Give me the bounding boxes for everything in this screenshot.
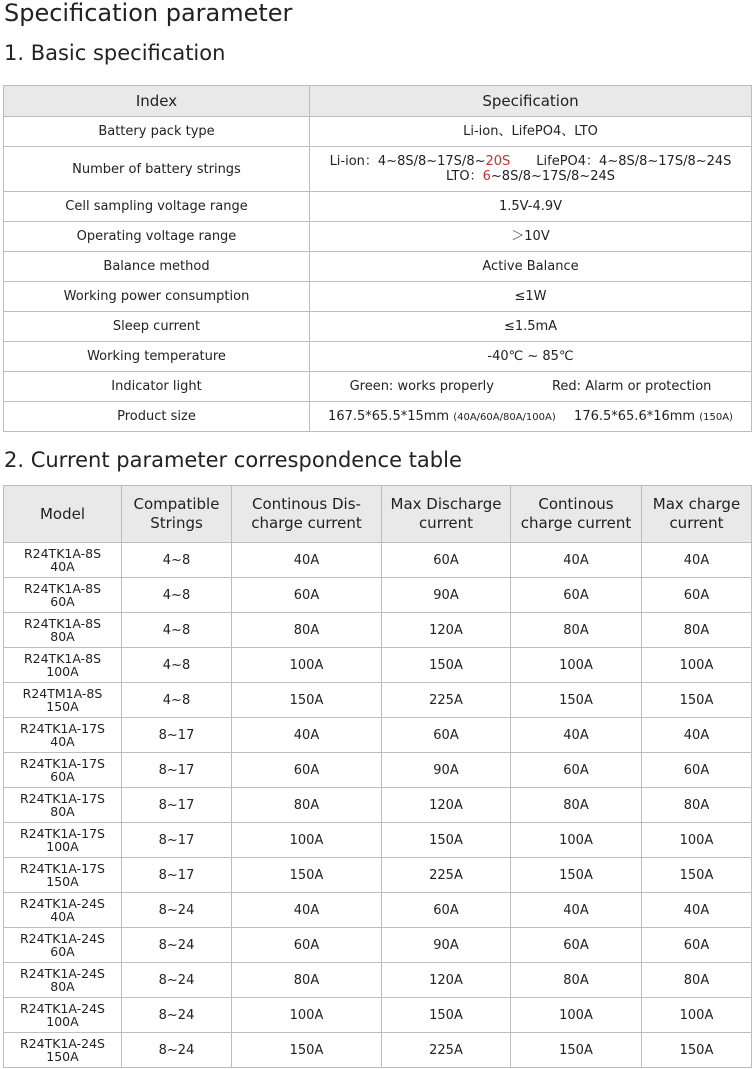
strings-cell: 8~17 [122,858,232,893]
strings-cell: 8~17 [122,788,232,823]
max-discharge-cell: 120A [382,613,511,648]
spec-value: Li-ion、LifePO4、LTO [310,117,752,147]
table-row [4,613,752,648]
model-rating: 100A [46,664,79,679]
spec-label: Indicator light [4,372,310,402]
continuous-discharge-cell: 40A [232,893,382,928]
max-discharge-cell: 90A [382,753,511,788]
model-name: R24TK1A-17S [19,791,105,806]
continuous-discharge-cell: 80A [232,613,382,648]
strings-cell: 8~24 [122,998,232,1033]
max-charge-cell: 80A [642,613,752,648]
spec-row-indicator-light [4,372,752,402]
table-row [4,683,752,718]
strings-cell: 8~24 [122,928,232,963]
basic-spec-title: 1. Basic specification [4,41,226,65]
specification-header: Specification [310,86,752,117]
table-row [4,543,752,578]
table-row [4,963,752,998]
spec-label: Cell sampling voltage range [4,192,310,222]
continuous-discharge-cell: 40A [232,543,382,578]
strings-cell: 4~8 [122,648,232,683]
model-rating: 60A [50,594,75,609]
spec-value [310,402,752,432]
model-rating: 150A [46,699,79,714]
model-cell [4,718,122,753]
max-charge-cell: 40A [642,543,752,578]
continuous-charge-cell: 40A [511,543,642,578]
strings-cell: 4~8 [122,578,232,613]
model-cell [4,648,122,683]
strings-cell: 8~24 [122,893,232,928]
table-row [4,788,752,823]
header-line: charge current [251,514,362,532]
continuous-discharge-cell: 100A [232,998,382,1033]
header-line: Continous Dis- [252,495,361,513]
basic-spec-table [3,85,752,432]
lto-highlight: 6 [482,169,491,184]
current-header-row [4,486,752,543]
continuous-discharge-cell: 60A [232,578,382,613]
spec-value: ＞10V [310,222,752,252]
indicator-red: Red: Alarm or protection [551,379,712,394]
model-name: R24TK1A-24S [19,966,105,981]
continuous-charge-cell: 100A [511,648,642,683]
max-discharge-cell: 120A [382,963,511,998]
size-1: 167.5*65.5*15mm [328,408,450,424]
spec-value [310,372,752,402]
model-rating: 60A [50,944,75,959]
spec-value: ≤1W [310,282,752,312]
continuous-charge-cell: 100A [511,823,642,858]
header-line: Compatible [133,495,220,513]
max-charge-cell: 150A [642,858,752,893]
model-cell [4,1033,122,1068]
max-discharge-cell: 225A [382,1033,511,1068]
strings-line-1 [310,154,751,169]
continuous-charge-cell: 40A [511,718,642,753]
max-charge-cell: 100A [642,998,752,1033]
model-name: R24TK1A-17S [19,861,105,876]
table-row [4,578,752,613]
continuous-discharge-cell: 60A [232,928,382,963]
model-rating: 40A [50,909,75,924]
model-name: R24TK1A-24S [19,1001,105,1016]
header-line: current [669,514,724,532]
spec-row-operating-voltage [4,222,752,252]
continuous-charge-cell: 150A [511,1033,642,1068]
model-cell [4,963,122,998]
model-cell [4,613,122,648]
header-line: Max Discharge [390,495,502,513]
continuous-charge-cell: 100A [511,998,642,1033]
continuous-charge-cell: 40A [511,893,642,928]
max-discharge-cell: 120A [382,788,511,823]
page-title: Specification parameter [4,0,293,27]
max-charge-cell: 60A [642,928,752,963]
model-rating: 80A [50,629,75,644]
continuous-discharge-cell: 100A [232,648,382,683]
table-row [4,998,752,1033]
continuous-discharge-cell: 150A [232,1033,382,1068]
header-line: Continous [538,495,614,513]
model-rating: 150A [46,1049,79,1064]
spec-label: Working temperature [4,342,310,372]
index-header: Index [4,86,310,117]
continuous-charge-cell: 80A [511,963,642,998]
max-discharge-cell: 90A [382,578,511,613]
continuous-discharge-cell: 150A [232,858,382,893]
continuous-discharge-cell: 40A [232,718,382,753]
max-charge-cell: 100A [642,648,752,683]
table-row [4,858,752,893]
spec-value: -40℃ ~ 85℃ [310,342,752,372]
model-cell [4,893,122,928]
lifepo4-strings: LifePO4：4~8S/8~17S/8~24S [536,154,732,169]
model-name: R24TK1A-8S [23,546,102,561]
continuous-discharge-cell: 150A [232,683,382,718]
model-rating: 100A [46,839,79,854]
max-discharge-cell: 60A [382,543,511,578]
max-discharge-cell: 225A [382,858,511,893]
table-row [4,823,752,858]
model-cell [4,753,122,788]
continuous-discharge-header [232,486,382,543]
continuous-charge-cell: 150A [511,858,642,893]
model-name: R24TK1A-8S [23,651,102,666]
spec-row-temperature [4,342,752,372]
header-line: charge current [520,514,632,532]
max-discharge-header [382,486,511,543]
model-cell [4,858,122,893]
current-table-body [4,543,752,1068]
model-name: R24TM1A-8S [22,686,103,701]
spec-label: Balance method [4,252,310,282]
spec-header-row [4,86,752,117]
model-name: R24TK1A-8S [23,616,102,631]
model-cell [4,788,122,823]
continuous-discharge-cell: 80A [232,788,382,823]
spec-row-power [4,282,752,312]
max-discharge-cell: 60A [382,718,511,753]
strings-cell: 4~8 [122,613,232,648]
max-charge-cell: 60A [642,578,752,613]
indicator-green: Green: works properly [349,379,494,394]
table-row [4,928,752,963]
model-cell [4,823,122,858]
continuous-discharge-cell: 80A [232,963,382,998]
header-line: Max charge [652,495,741,513]
max-charge-cell: 150A [642,1033,752,1068]
model-cell [4,998,122,1033]
model-name: R24TK1A-24S [19,931,105,946]
spec-row-cell-voltage [4,192,752,222]
strings-cell: 4~8 [122,683,232,718]
continuous-charge-cell: 80A [511,788,642,823]
strings-header [122,486,232,543]
model-rating: 100A [46,1014,79,1029]
header-line: Strings [150,514,203,532]
continuous-charge-cell: 80A [511,613,642,648]
strings-cell: 8~24 [122,963,232,998]
current-parameter-table [3,485,752,1068]
strings-cell: 8~17 [122,753,232,788]
spec-value: 1.5V-4.9V [310,192,752,222]
model-rating: 80A [50,804,75,819]
spec-label: Product size [4,402,310,432]
max-discharge-cell: 60A [382,893,511,928]
header-line: current [418,514,474,532]
model-header: Model [4,486,122,543]
spec-row-product-size [4,402,752,432]
spec-label: Working power consumption [4,282,310,312]
model-cell [4,578,122,613]
continuous-charge-cell: 60A [511,928,642,963]
model-rating: 60A [50,769,75,784]
table-row [4,718,752,753]
max-discharge-cell: 150A [382,823,511,858]
model-name: R24TK1A-24S [19,1036,105,1051]
max-discharge-cell: 90A [382,928,511,963]
max-charge-cell: 80A [642,963,752,998]
model-cell [4,543,122,578]
spec-label: Sleep current [4,312,310,342]
spec-value: Active Balance [310,252,752,282]
max-charge-cell: 60A [642,753,752,788]
size-1-note: (40A/60A/80A/100A) [453,411,556,423]
continuous-charge-cell: 60A [511,578,642,613]
max-discharge-cell: 150A [382,998,511,1033]
max-charge-cell: 40A [642,718,752,753]
spec-row-battery-pack-type [4,117,752,147]
model-name: R24TK1A-24S [19,896,105,911]
spec-row-battery-strings [4,147,752,192]
continuous-charge-header [511,486,642,543]
spec-value: ≤1.5mA [310,312,752,342]
table-row [4,893,752,928]
max-charge-cell: 150A [642,683,752,718]
model-name: R24TK1A-17S [19,826,105,841]
max-charge-header [642,486,752,543]
model-rating: 40A [50,734,75,749]
strings-cell: 8~24 [122,1033,232,1068]
continuous-discharge-cell: 60A [232,753,382,788]
max-discharge-cell: 225A [382,683,511,718]
continuous-discharge-cell: 100A [232,823,382,858]
continuous-charge-cell: 60A [511,753,642,788]
table-row [4,648,752,683]
model-cell [4,928,122,963]
spec-label: Battery pack type [4,117,310,147]
model-name: R24TK1A-17S [19,756,105,771]
lto-prefix: LTO： [445,169,483,184]
table-row [4,753,752,788]
continuous-charge-cell: 150A [511,683,642,718]
spec-label: Number of battery strings [4,147,310,192]
model-rating: 150A [46,874,79,889]
strings-cell: 8~17 [122,718,232,753]
lto-suffix: ~8S/8~17S/8~24S [490,169,615,184]
model-rating: 40A [50,559,75,574]
spec-label: Operating voltage range [4,222,310,252]
spec-row-sleep-current [4,312,752,342]
model-name: R24TK1A-8S [23,581,102,596]
liion-highlight: 20S [485,154,511,169]
size-2-note: (150A) [699,411,733,423]
max-charge-cell: 100A [642,823,752,858]
liion-strings: Li-ion：4~8S/8~17S/8~ [329,154,486,169]
size-2: 176.5*65.6*16mm [574,408,696,424]
current-table-title: 2. Current parameter correspondence table [4,448,462,472]
model-rating: 80A [50,979,75,994]
model-name: R24TK1A-17S [19,721,105,736]
strings-line-2 [310,169,751,184]
max-charge-cell: 80A [642,788,752,823]
max-discharge-cell: 150A [382,648,511,683]
max-charge-cell: 40A [642,893,752,928]
model-cell [4,683,122,718]
table-row [4,1033,752,1068]
spec-value [310,147,752,192]
strings-cell: 4~8 [122,543,232,578]
spec-row-balance-method [4,252,752,282]
strings-cell: 8~17 [122,823,232,858]
